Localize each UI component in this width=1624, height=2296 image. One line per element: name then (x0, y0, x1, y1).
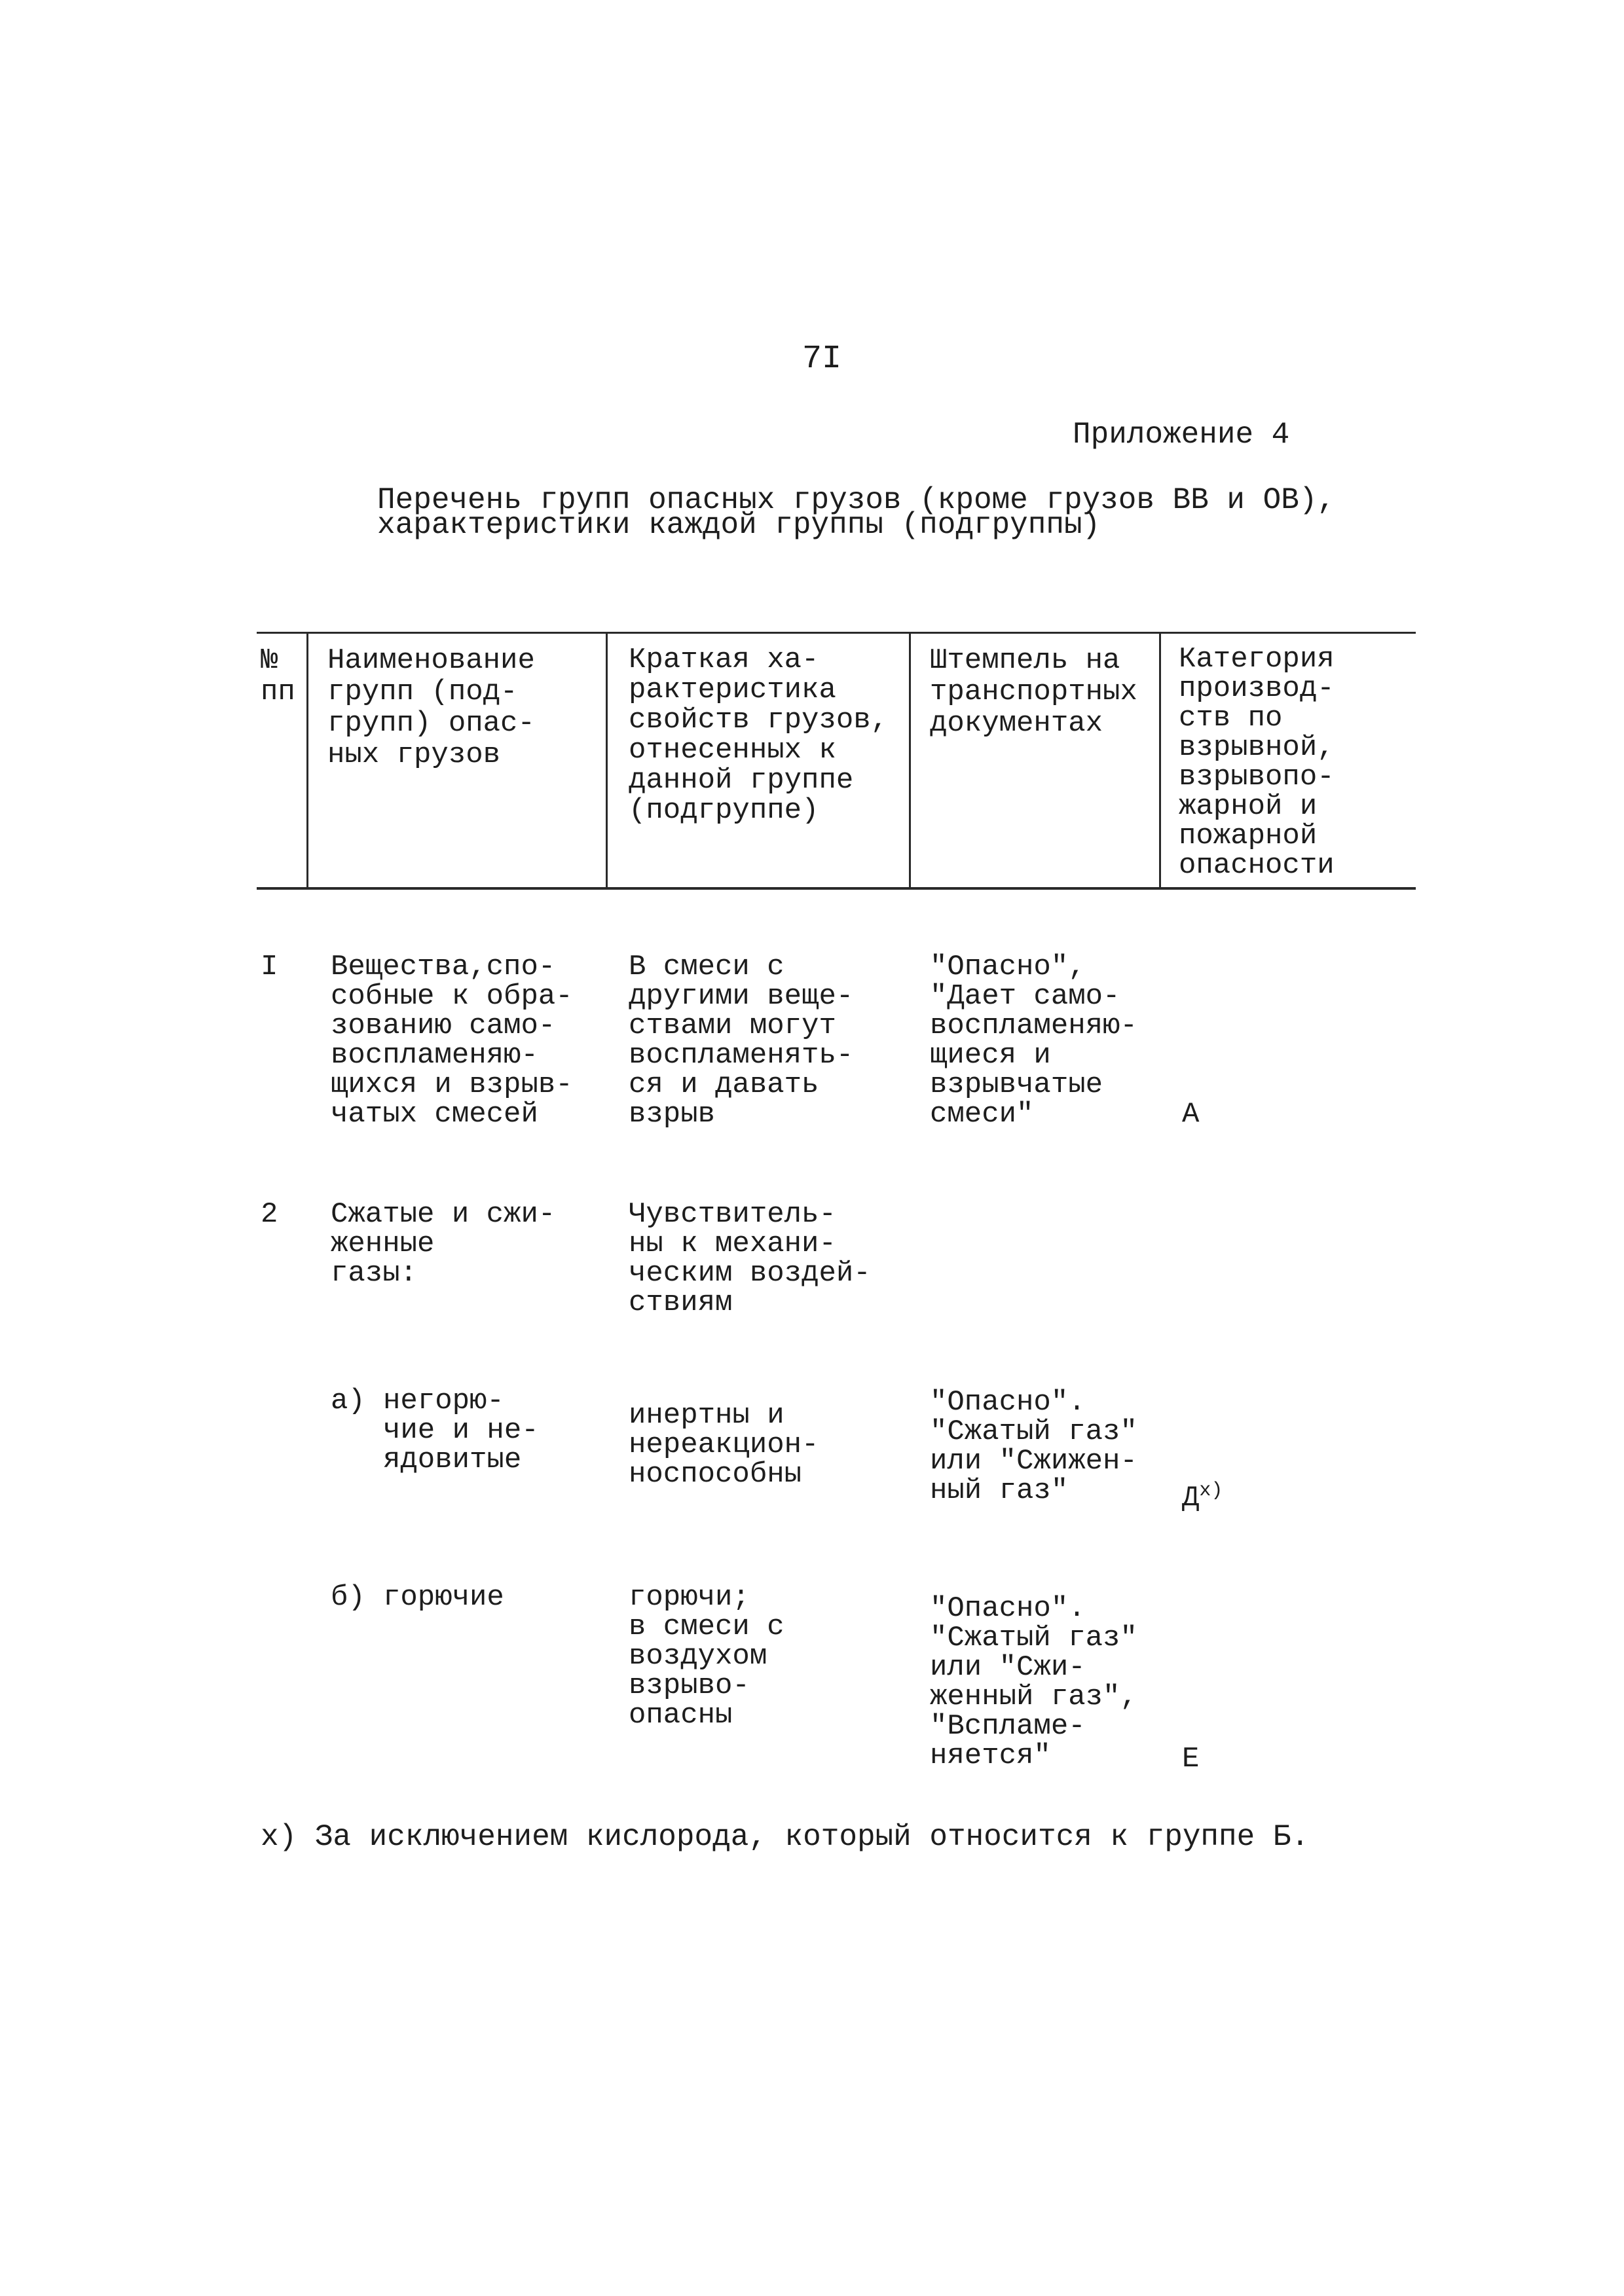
header-stamp: Штемпель на транспортных документах (930, 644, 1137, 740)
table-header-bottom-rule (257, 887, 1416, 890)
document-title (377, 483, 1336, 542)
row-characteristic: Чувствитель- ны к механи- ческим воздей- ствиям (629, 1198, 871, 1319)
row-characteristic: инертны и нереакцион- носпособны (629, 1399, 819, 1491)
title-line: Перечень групп опасных грузов (кроме грузов ВВ и ОВ), (377, 483, 1336, 517)
header-number: № пп (261, 644, 295, 708)
row-characteristic: В смеси с другими веще- ствами могут воспламенять- ся и давать взрыв (629, 951, 854, 1131)
column-divider (909, 632, 911, 887)
row-category: А (1182, 1098, 1200, 1131)
title-line: характеристики каждой группы (подгруппы) (377, 508, 1101, 542)
row-category: $Д^{х)}$ (1182, 1480, 1223, 1515)
row-name: Сжатые и сжи- женные газы: (331, 1198, 556, 1290)
row-stamp: "Опасно". "Сжатый газ" или "Сжи- женный газ", "Вспламе- няется" (930, 1592, 1137, 1772)
sub-marker: а) (331, 1385, 365, 1417)
footnote: х) За исключением кислорода, который относится к группе Б. (261, 1820, 1310, 1854)
row-number: 2 (261, 1198, 278, 1231)
row-name: негорю- чие и не- ядовитые (383, 1385, 539, 1476)
sub-marker: б) (331, 1581, 365, 1614)
row-stamp: "Опасно", "Дает само- воспламеняю- щиеся и взрывчатые смеси" (930, 951, 1137, 1131)
row-name: горючие (383, 1581, 504, 1614)
row-characteristic: горючи; в смеси с воздухом взрыво- опасны (629, 1581, 784, 1732)
row-number: I (261, 951, 278, 983)
column-divider (306, 632, 308, 887)
row-category: Е (1182, 1743, 1200, 1776)
table-top-rule (257, 632, 1416, 634)
header-characteristic: Краткая ха- рактеристика свойств грузов, отнесенных к данной группе (подгруппе) (629, 644, 889, 827)
row-stamp: "Опасно". "Сжатый газ" или "Сжижен- ный газ" (930, 1386, 1137, 1507)
column-divider (1159, 632, 1161, 887)
footnote-marker: х) (1199, 1480, 1223, 1502)
row-name: Вещества,спо- собные к обра- зованию само- воспламеняю- щихся и взрыв- чатых смесей (331, 951, 573, 1131)
column-divider (606, 632, 608, 887)
header-category: Категория производ- ств по взрывной, взрывопо- жарной и пожарной опасности (1179, 643, 1335, 882)
appendix-label: Приложение 4 (1073, 418, 1290, 452)
header-name: Наименование групп (под- групп) опас- ных грузов (327, 644, 535, 771)
page-number: 7I (802, 340, 842, 378)
